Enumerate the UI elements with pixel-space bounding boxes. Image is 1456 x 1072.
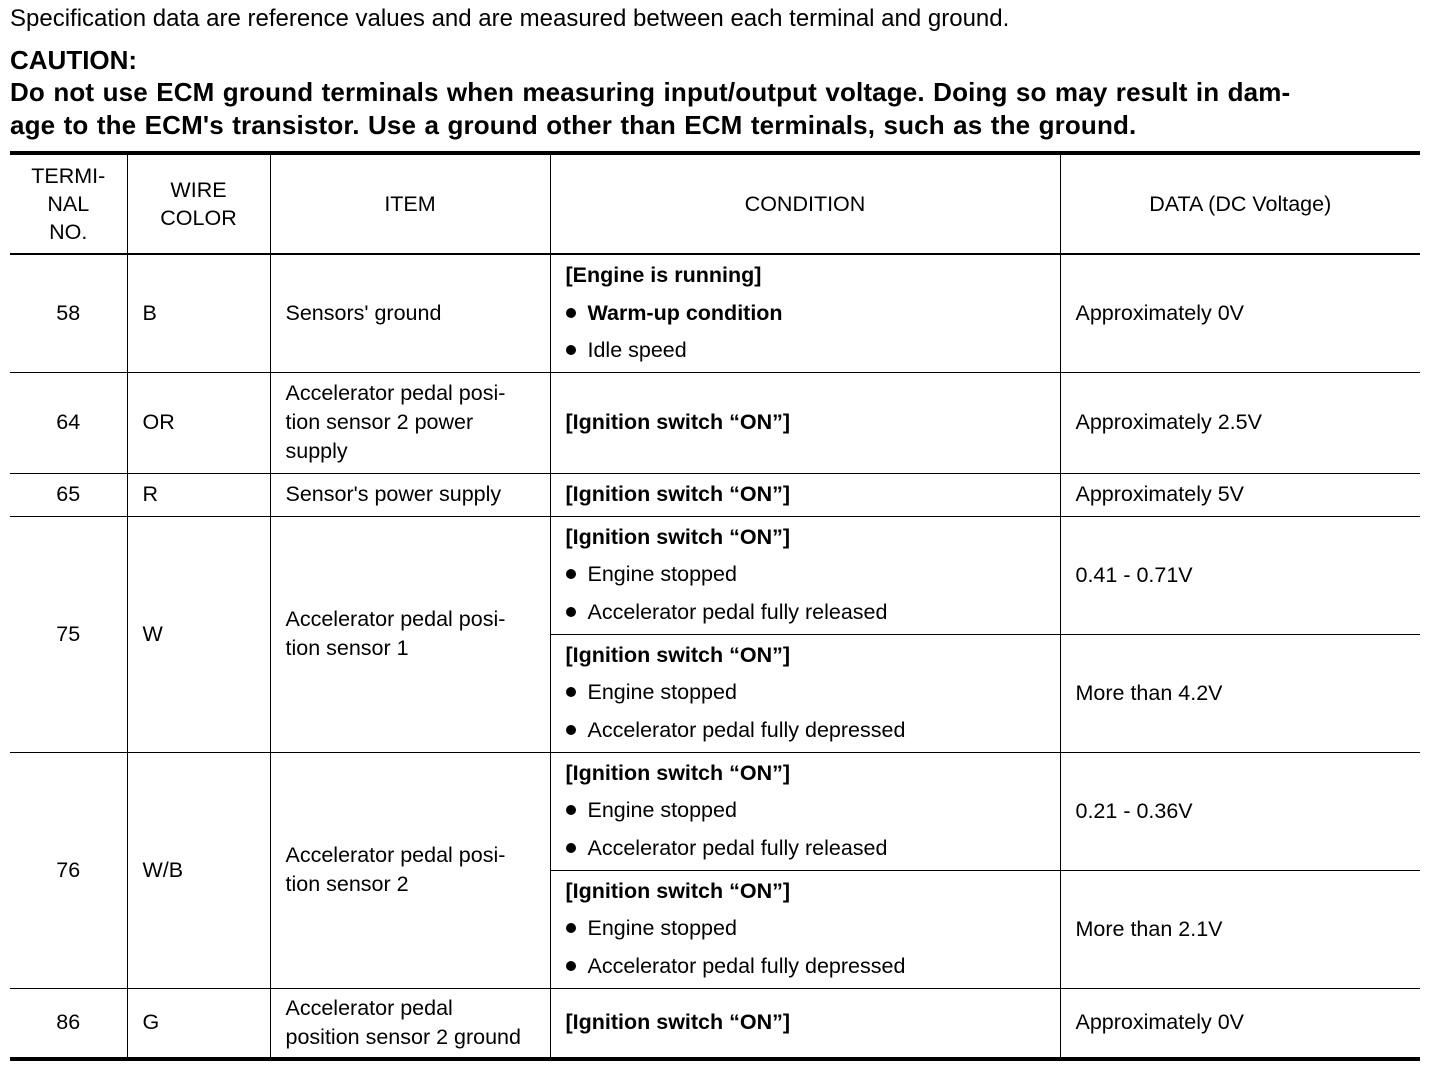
item-cell — [270, 988, 550, 1059]
condition-bullet-text: Accelerator pedal fully depressed — [587, 953, 906, 978]
condition-bullet — [566, 792, 1045, 830]
data-cell: 0.21 - 0.36V — [1060, 752, 1420, 870]
condition-bullet — [566, 910, 1045, 948]
item-line: Accelerator pedal posi- — [285, 843, 506, 867]
bullet-icon — [566, 308, 576, 318]
condition-heading: [Engine is running] — [565, 263, 762, 287]
header-wire-line-2: COLOR — [160, 206, 237, 230]
condition-cell — [550, 254, 1060, 372]
item-cell — [270, 516, 550, 752]
table-row — [10, 988, 1420, 1059]
header-terminal-line-1: TERMI- — [31, 164, 106, 188]
condition-bullet — [566, 674, 1045, 712]
data-cell: Approximately 0V — [1060, 988, 1420, 1059]
wire-color-cell: B — [127, 254, 270, 372]
condition-bullet — [566, 594, 1045, 632]
terminal-cell: 64 — [10, 372, 127, 473]
condition-bullet-text: Accelerator pedal fully released — [587, 835, 888, 860]
condition-cell — [550, 516, 1060, 634]
item-line: Accelerator pedal posi- — [285, 607, 506, 631]
condition-heading: [Ignition switch “ON”] — [565, 642, 791, 667]
item-cell — [270, 473, 550, 516]
wire-color-cell: OR — [127, 372, 270, 473]
condition-bullet-text: Idle speed — [587, 338, 687, 362]
table-row — [10, 372, 1420, 473]
condition-cell — [550, 372, 1060, 473]
condition-bullet-text: Engine stopped — [587, 916, 737, 941]
condition-bullet — [566, 948, 1045, 986]
condition-heading: [Ignition switch “ON”] — [565, 878, 791, 903]
caution-line-1: Do not use ECM ground terminals when measuring input/output voltage. Doing so may result in dam- — [10, 77, 1291, 107]
item-cell — [270, 752, 550, 988]
table-row — [10, 516, 1420, 634]
bullet-icon — [566, 725, 576, 735]
terminal-cell: 58 — [10, 254, 127, 372]
terminal-cell: 76 — [10, 752, 127, 988]
data-cell: 0.41 - 0.71V — [1060, 516, 1420, 634]
wire-color-cell: G — [127, 988, 270, 1059]
condition-bullet — [566, 332, 1045, 370]
condition-bullet-text: Engine stopped — [587, 798, 737, 823]
condition-bullet-text: Accelerator pedal fully released — [587, 599, 888, 624]
condition-cell — [550, 634, 1060, 752]
header-condition: CONDITION — [550, 153, 1060, 254]
header-wire-line-1: WIRE — [170, 178, 227, 202]
bullet-icon — [566, 923, 576, 933]
bullet-icon — [566, 843, 576, 853]
data-cell: More than 2.1V — [1060, 870, 1420, 988]
header-wire-color — [127, 153, 270, 254]
terminal-cell: 65 — [10, 473, 127, 516]
item-cell — [270, 254, 550, 372]
header-terminal-no — [10, 153, 127, 254]
condition-bullet-text: Engine stopped — [587, 680, 737, 705]
table-row — [10, 752, 1420, 870]
caution-title: CAUTION: — [10, 45, 138, 75]
condition-cell — [550, 988, 1060, 1059]
bullet-icon — [566, 607, 576, 617]
condition-bullet-text: Engine stopped — [587, 562, 737, 587]
item-line: Sensors' ground — [285, 300, 442, 325]
header-data: DATA (DC Voltage) — [1060, 153, 1420, 254]
condition-bullet — [566, 830, 1045, 868]
wire-color-cell: W/B — [127, 752, 270, 988]
table-header-row — [10, 153, 1420, 254]
header-item: ITEM — [270, 153, 550, 254]
header-terminal-line-2: NAL — [47, 192, 90, 216]
wire-color-cell: R — [127, 473, 270, 516]
item-line: Accelerator pedal posi- — [285, 381, 506, 405]
terminal-cell: 86 — [10, 988, 127, 1059]
condition-heading: [Ignition switch “ON”] — [565, 524, 791, 549]
condition-heading: [Ignition switch “ON”] — [565, 1010, 791, 1034]
condition-cell — [550, 870, 1060, 988]
condition-bullet-text: Accelerator pedal fully depressed — [587, 717, 906, 742]
condition-heading: [Ignition switch “ON”] — [565, 409, 791, 434]
bullet-icon — [566, 687, 576, 697]
item-line: position sensor 2 ground — [285, 1024, 521, 1049]
item-line: supply — [285, 439, 348, 463]
bullet-icon — [566, 569, 576, 579]
item-line: tion sensor 2 power — [285, 410, 474, 434]
terminal-cell: 75 — [10, 516, 127, 752]
data-cell: Approximately 2.5V — [1060, 372, 1420, 473]
bullet-icon — [566, 345, 576, 355]
condition-bullet-text: Warm-up condition — [587, 300, 783, 325]
data-cell: Approximately 5V — [1060, 473, 1420, 516]
header-terminal-line-3: NO. — [49, 220, 88, 244]
data-cell: More than 4.2V — [1060, 634, 1420, 752]
item-cell — [270, 372, 550, 473]
condition-cell — [550, 473, 1060, 516]
table-row — [10, 254, 1420, 372]
wire-color-cell: W — [127, 516, 270, 752]
data-cell: Approximately 0V — [1060, 254, 1420, 372]
condition-bullet — [566, 556, 1045, 594]
bullet-icon — [566, 961, 576, 971]
condition-heading: [Ignition switch “ON”] — [565, 760, 791, 785]
table-row — [10, 473, 1420, 516]
item-line: Sensor's power supply — [285, 482, 502, 506]
condition-bullet — [566, 712, 1045, 750]
condition-heading: [Ignition switch “ON”] — [565, 481, 791, 506]
condition-cell — [550, 752, 1060, 870]
item-line: tion sensor 1 — [285, 636, 409, 660]
terminal-spec-table — [10, 151, 1420, 1061]
intro-text: Specification data are reference values and are measured between each terminal and ground. — [10, 5, 1010, 32]
condition-bullet — [566, 295, 1045, 333]
caution-body — [10, 76, 1422, 142]
bullet-icon — [566, 805, 576, 815]
item-line: Accelerator pedal — [285, 995, 453, 1020]
item-line: tion sensor 2 — [285, 872, 409, 896]
caution-line-2: age to the ECM's transistor. Use a ground other than ECM terminals, such as the ground. — [10, 110, 1137, 140]
